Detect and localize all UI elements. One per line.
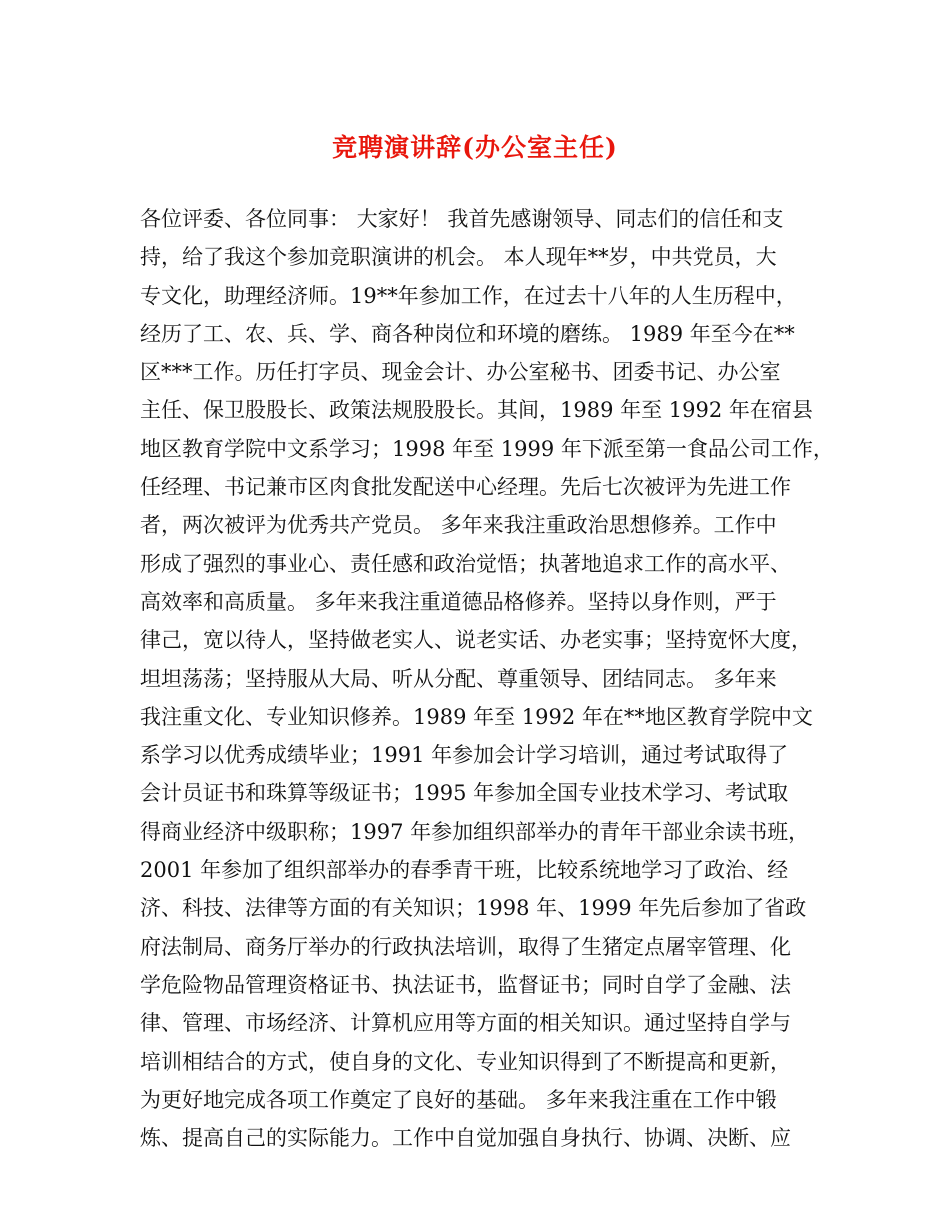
body-text-line: 培训相结合的方式，使自身的文化、专业知识得到了不断提高和更新， (140, 1049, 791, 1074)
body-text-line: 经历了工、农、兵、学、商各种岗位和环境的磨练。 1989 年至今在** (140, 321, 795, 346)
body-text-line: 专文化，助理经济师。19**年参加工作，在过去十八年的人生历程中， (140, 283, 797, 308)
document-body (140, 200, 834, 1157)
body-text-line: 得商业经济中级职称；1997 年参加组织部举办的青年干部业余读书班， (140, 819, 810, 844)
body-text-line: 者，两次被评为优秀共产党员。 多年来我注重政治思想修养。工作中 (140, 513, 777, 538)
body-text-line: 我注重文化、专业知识修养。1989 年至 1992 年在**地区教育学院中文 (140, 704, 813, 729)
body-text-line: 为更好地完成各项工作奠定了良好的基础。 多年来我注重在工作中锻 (140, 1087, 777, 1112)
body-text-line: 地区教育学院中文系学习；1998 年至 1999 年下派至第一食品公司工作， (140, 436, 834, 461)
body-text-line: 府法制局、商务厅举办的行政执法培训，取得了生猪定点屠宰管理、化 (140, 934, 791, 959)
body-text-line: 任经理、书记兼市区肉食批发配送中心经理。先后七次被评为先进工作 (140, 475, 791, 500)
body-text-line: 形成了强烈的事业心、责任感和政治觉悟；执著地追求工作的高水平、 (140, 551, 791, 576)
body-text-line: 坦坦荡荡；坚持服从大局、听从分配、尊重领导、团结同志。 多年来 (140, 666, 777, 691)
document-title: 竞聘演讲辞(办公室主任) (332, 133, 618, 162)
body-text-line: 区***工作。历任打字员、现金会计、办公室秘书、团委书记、办公室 (140, 360, 781, 385)
body-text-line: 2001 年参加了组织部举办的春季青干班，比较系统地学习了政治、经 (140, 858, 789, 883)
body-text-line: 炼、提高自己的实际能力。工作中自觉加强自身执行、协调、决断、应 (140, 1126, 791, 1151)
body-text-line: 济、科技、法律等方面的有关知识；1998 年、1999 年先后参加了省政 (140, 896, 807, 921)
body-text-line: 主任、保卫股股长、政策法规股股长。其间，1989 年至 1992 年在宿县 (140, 398, 813, 423)
body-text-line: 学危险物品管理资格证书、执法证书，监督证书；同时自学了金融、法 (140, 972, 791, 997)
body-text-line: 系学习以优秀成绩毕业；1991 年参加会计学习培训，通过考试取得了 (140, 743, 789, 768)
body-text-line: 会计员证书和珠算等级证书；1995 年参加全国专业技术学习、考试取 (140, 781, 789, 806)
body-text-line: 各位评委、各位同事： 大家好！ 我首先感谢领导、同志们的信任和支 (140, 207, 784, 231)
body-text-line: 高效率和高质量。 多年来我注重道德品格修养。坚持以身作则，严于 (140, 589, 777, 614)
body-text-line: 律、管理、市场经济、计算机应用等方面的相关知识。通过坚持自学与 (140, 1011, 791, 1036)
body-text-line: 律己，宽以待人，坚持做老实人、说老实话、办老实事；坚持宽怀大度， (140, 628, 812, 653)
body-text-line: 持，给了我这个参加竞职演讲的机会。 本人现年**岁，中共党员，大 (140, 245, 777, 270)
